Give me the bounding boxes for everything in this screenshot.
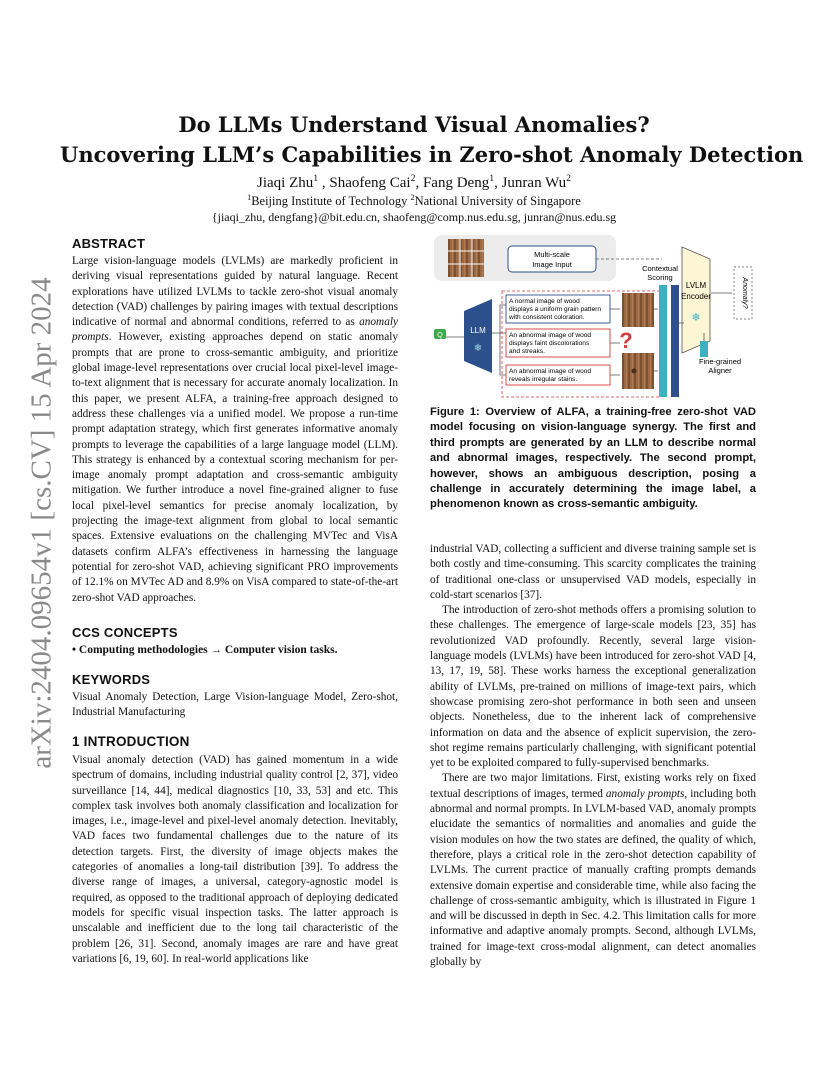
aligner-block — [700, 341, 708, 357]
ccs-heading: CCS CONCEPTS — [72, 625, 178, 640]
introduction-body-left — [72, 753, 398, 967]
svg-text:A normal image of wood d: A normal image of wood displays a uniform grain pattern with consistent coloration. — [509, 298, 601, 321]
multiscale-label: Multi-scale — [534, 250, 570, 259]
contextual-scoring-bar — [671, 285, 679, 397]
intro-paragraph — [430, 771, 756, 970]
arxiv-identifier-text: arXiv:2404.09654v1 [cs.CV] 15 Apr 2024 — [25, 276, 58, 769]
affiliation-mark: 1 — [489, 173, 495, 184]
keywords-text: Visual Anomaly Detection, Large Vision-language Model, Zero-shot, Industrial Manufacturing — [72, 691, 398, 719]
figure-1 — [430, 233, 760, 398]
author-name: , Junran Wu — [494, 175, 567, 191]
anomaly-label: Anomaly? — [741, 277, 748, 309]
llm-block — [464, 299, 492, 373]
affiliation-mark: 2 — [566, 173, 571, 184]
lvlm-label: LVLM — [685, 281, 707, 290]
svg-text:An abnormal image of wood: An abnormal image of wood displays faint discolorations and streaks. — [509, 332, 592, 355]
contextual-label: Scoring — [647, 273, 673, 282]
ccs-concept: • Computing methodologies → Computer vision tasks. — [72, 644, 338, 656]
affiliation-mark: 1 — [247, 192, 252, 202]
introduction-heading: 1 INTRODUCTION — [72, 734, 190, 749]
llm-label: LLM — [470, 326, 486, 335]
author-list — [60, 175, 768, 192]
svg-text:An abnormal image of wood: An abnormal image of wood reveals irregular stains. — [509, 368, 592, 383]
keywords-body — [72, 690, 398, 721]
intro-paragraph: industrial VAD, collecting a sufficient and diverse training sample set is both costly and time-consuming. This scarcity complicates the training of traditional one-class or unsupervised VAD models, especially in cold-start scenarios [37]. — [430, 543, 756, 601]
lvlm-label: Encoder — [681, 292, 711, 301]
intro-text: There are two major limitations. First, existing works rely on fixed textual descriptions of images, termed — [430, 772, 756, 800]
abstract-text: Large vision-language models (LVLMs) are markedly proficient in deriving visual representations guided by natural language. Recent explorations have utilized LVLMs to tackle zero-shot visual anomaly detection (VAD) challenges by pairing images with textual descriptions indicative of normal and abnormal conditions, referred to as — [72, 255, 398, 329]
question-mark-icon: ? — [619, 328, 633, 353]
intro-paragraph: The introduction of zero-shot methods offers a promising solution to these challenges. The emergence of large-scale models [23, 35] has revolutionized VAD profoundly. Recently, several large vision-language models (LVLMs) have been introduced for zero-shot VAD [4, 13, 17, 19, 58]. These works harness the exceptional generalization ability of LVLMs, pre-trained on millions of image-text pairs, which showcase promising zero-shot performance in both seen and unseen objects. Nonetheless, due to the inherent lack of comprehensive information on data and the absence of explicit supervision, the zero-shot regime remains particularly challenging, with significant potential yet to be exploited compared to fully-supervised benchmarks. — [430, 604, 756, 770]
intro-text: , including both abnormal and normal prompts. In LVLM-based VAD, anomaly prompts elucidate the semantics of normalities and anomalies and guide the vision modules on how the two states are defined, the quality of which, therefore, plays a critical role in the zero-shot detection capability of LVLMs. The current practice of manually crafting prompts demands extensive domain expertise and considerable time, while also facing the challenge of cross-semantic ambiguity, which is illustrated in Figure 1 and will be discussed in depth in Sec. 4.2. This limitation calls for more informative and adaptive anomaly prompts. Second, although LVLMs, trained for image-text cross-modal alignment, can detect anomalies globally by — [430, 787, 756, 969]
wood-image-abnormal — [622, 353, 654, 389]
aligner-label: Fine-grained — [698, 357, 742, 366]
keywords-heading: KEYWORDS — [72, 672, 151, 687]
abstract-emphasis: anomaly prompts — [72, 316, 398, 344]
contextual-scoring-bar — [659, 285, 667, 397]
title-line-1: Do LLMs Understand Visual Anomalies? — [178, 112, 650, 137]
institution: National University of Singapore — [414, 194, 581, 208]
multiscale-image-stack — [448, 239, 484, 277]
wood-image-normal — [622, 293, 654, 327]
affiliation-mark: 2 — [410, 192, 415, 202]
aligner-label: Aligner — [708, 366, 732, 375]
abstract-text: . However, existing approaches depend on static anomaly prompts that are prone to cross-semantic ambiguity, and prioritize global image-level representations over crucial local pixel-level image-to-text alignment that is necessary for accurate anomaly localization. In this paper, we present ALFA, a training-free approach designed to address these challenges via a unified model. We propose a run-time prompt adaptation strategy, which first generates informative anomaly prompts to leverage the capabilities of a large language model (LLM). This strategy is enhanced by a contextual scoring mechanism for per-image anomaly prompt adaptation and cross-semantic ambiguity mitigation. We further introduce a novel fine-grained aligner to fuse local pixel-level semantics for precise anomaly localization, by projecting the image-text alignment from global to local semantic spaces. Extensive evaluations on the challenging MVTec and VisA datasets confirm ALFA’s effectiveness in harnessing the language potential for zero-shot VAD, achieving significant PRO improvements of 12.1% on MVTec AD and 8.9% on VisA compared to state-of-the-art zero-shot VAD approaches. — [72, 331, 398, 604]
contextual-label: Contextual — [642, 264, 678, 273]
intro-paragraph: Visual anomaly detection (VAD) has gained momentum in a wide spectrum of domains, including industrial quality control [2, 37], video surveillance [14, 44], medical diagnostics [10, 33, 53] and etc. This complex task involves both anomaly classification and localization for images, i.e., image-level and pixel-level anomaly detection. Inevitably, VAD faces two fundamental challenges due to the nature of its detection targets. First, the diversity of image objects makes the categories of anomalies a long-tail distribution [39]. To address the diverse range of images, a universal, category-agnostic model is required, as opposed to the traditional approach of deploying dedicated models for specific visual inspection tasks. The latter approach is unscalable and inefficient due to the long tail characteristic of the problem [26, 31]. Second, anomaly images are rare and have great variations [6, 19, 60]. In real-world applications like — [72, 754, 398, 965]
affiliations — [60, 194, 768, 209]
institution: Beijing Institute of Technology — [251, 194, 411, 208]
arxiv-identifier — [22, 276, 62, 769]
author-name: , Fang Deng — [415, 175, 490, 191]
abstract-body — [72, 254, 398, 606]
author-name: , Shaofeng Cai — [318, 175, 411, 191]
figure-1-diagram — [430, 233, 760, 398]
snowflake-icon: ❄ — [691, 312, 701, 324]
multiscale-label: Image Input — [532, 260, 572, 269]
paper-title — [60, 110, 804, 170]
author-name: Jiaqi Zhu — [256, 175, 314, 191]
introduction-body-right — [430, 542, 756, 970]
affiliation-mark: 2 — [410, 173, 416, 184]
abstract-heading: ABSTRACT — [72, 236, 146, 251]
svg-text:Q: Q — [437, 332, 443, 339]
title-line-2: Uncovering LLM’s Capabilities in Zero-shot Anomaly Detection — [60, 142, 804, 167]
snowflake-icon: ❄ — [473, 343, 483, 354]
intro-emphasis: anomaly prompts — [605, 787, 685, 800]
author-emails: {jiaqi_zhu, dengfang}@bit.edu.cn, shaofeng@comp.nus.edu.sg, junran@nus.edu.sg — [211, 210, 617, 224]
affiliation-mark: 1 — [313, 173, 319, 184]
figure-1-caption: Figure 1: Overview of ALFA, a training-free zero-shot VAD model focusing on vision-language synergy. The first and third prompts are generated by an LLM to describe normal and abnormal images, respectively. The second prompt, however, shows an ambiguous description, posing a challenge in accurately determining the image label, a phenomenon known as cross-semantic ambiguity. — [430, 406, 756, 511]
